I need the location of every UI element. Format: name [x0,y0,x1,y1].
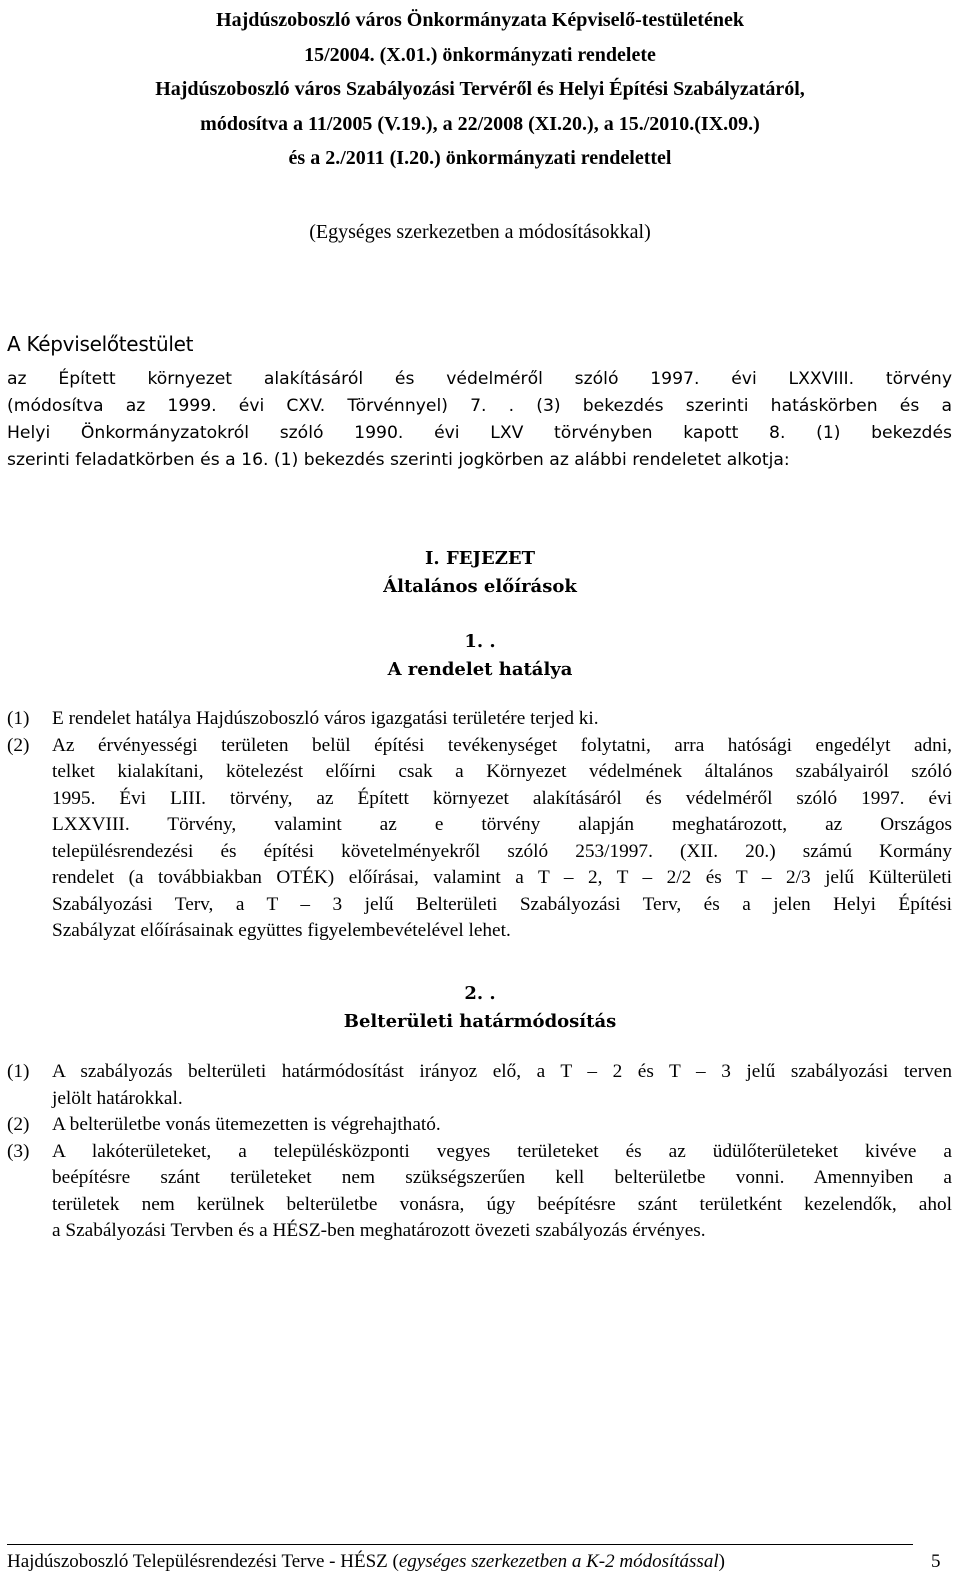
preamble-paragraph [7,366,952,474]
item-number: (2) [7,1114,30,1135]
issuer-line: A Képviselőtestület [7,332,194,356]
document-subtitle: (Egységes szerkezetben a módosításokkal) [309,221,651,243]
item-text: A szabályozás belterületi határmódosítást irányoz elő, a T – 2 és T – 3 jelű szabályozási terven jelölt határokkal. [52,1061,952,1109]
item-number: (2) [7,734,30,756]
page-number: 5 [931,1551,941,1572]
preamble-line: Helyi Önkormányzatokról szóló 1990. évi LXV törvényben kapott 8. (1) bekezdés [7,423,952,443]
preamble-line: (módosítva az 1999. évi CXV. Törvénnyel) 7. . (3) bekezdés szerinti hatáskörben és a [7,396,952,416]
preamble-line: az Épített környezet alakításáról és védelméről szóló 1997. évi LXXVIII. törvény [7,369,952,389]
section-1-title: A rendelet hatálya [387,659,573,680]
footer-italic: egységes szerkezetben a K-2 módosítással [398,1551,719,1572]
section-2-heading [0,980,960,1036]
section-1-body [7,706,952,945]
item-text: A lakóterületeket, a településközponti vegyes területeket és az üdülőterületeket kivéve a beépítésre szánt területeket nem szükségszerűen kell belterületbe vonni. Amennyiben a területek nem kerülnek belterületbe vonásra, úgy beépítésre szánt területként kezelendők, ahol a Szabályozási Tervben és a HÉSZ-ben meghatározott övezeti szabályozás érvényes. [52,1140,952,1241]
item-number: (1) [7,708,30,729]
chapter-number: I. FEJEZET [425,548,535,569]
title-line-5: és a 2./2011 (I.20.) önkormányzati rendelettel [288,147,672,169]
title-line-1: Hajdúszoboszló város Önkormányzata Képviselő-testületének [216,9,744,31]
item-number: (1) [7,1061,30,1082]
list-item [7,1139,952,1245]
preamble-line: szerinti feladatkörben és a 16. (1) bekezdés szerinti jogkörben az alábbi rendeletet alkotja: [7,450,790,470]
title-line-3: Hajdúszoboszló város Szabályozási Tervéről és Helyi Építési Szabályzatáról, [155,78,805,100]
item-text: Az érvényességi területen belül építési tevékenységet folytatni, arra hatósági engedélyt adni, telket kialakítani, kötelezést előírni csak a Környezet védelmének általános szabályairól szóló 1995. Évi LIII. törvény, az Épített környezet alakításáról és védelméről szóló 1997. évi LXXVIII. Törvény, valamint az e törvény alapján meghatározott, az Országos településrendezési és építési követelményekről szóló 253/1997. (XII. 20.) számú Kormány rendelet (a továbbiakban OTÉK) előírásai, valamint a T – 2, T – 2/2 és T – 2/3 jelű Külterületi Szabályozási Terv, a T – 3 jelű Belterületi Szabályozási Terv, és a jelen Helyi Építési Szabályzat előírásainak együttes figyelembevételével lehet. [52,734,952,941]
list-item [7,1112,952,1139]
section-2-body [7,1059,952,1245]
footer-close: ) [718,1551,725,1572]
list-item [7,706,952,733]
title-line-4: módosítva a 11/2005 (V.19.), a 22/2008 (XI.20.), a 15./2010.(IX.09.) [200,112,760,135]
item-text: E rendelet hatálya Hajdúszoboszló város igazgatási területére terjed ki. [52,708,599,729]
title-line-2: 15/2004. (X.01.) önkormányzati rendelete [304,43,656,66]
section-2-number: 2. . [464,983,496,1004]
document-title [0,3,960,176]
chapter-heading [0,545,960,601]
item-text: A belterületbe vonás ütemezetten is végrehajtható. [52,1114,441,1135]
list-item [7,1059,952,1112]
item-number: (3) [7,1140,30,1162]
chapter-title: Általános előírások [383,576,577,597]
section-1-number: 1. . [464,631,496,652]
page-footer [7,1549,952,1575]
section-1-heading [0,628,960,684]
footer-text: Hajdúszoboszló Településrendezési Terve - HÉSZ ( [7,1551,399,1572]
section-2-title: Belterületi határmódosítás [343,1011,617,1032]
footer-divider [7,1544,913,1545]
list-item [7,733,952,945]
